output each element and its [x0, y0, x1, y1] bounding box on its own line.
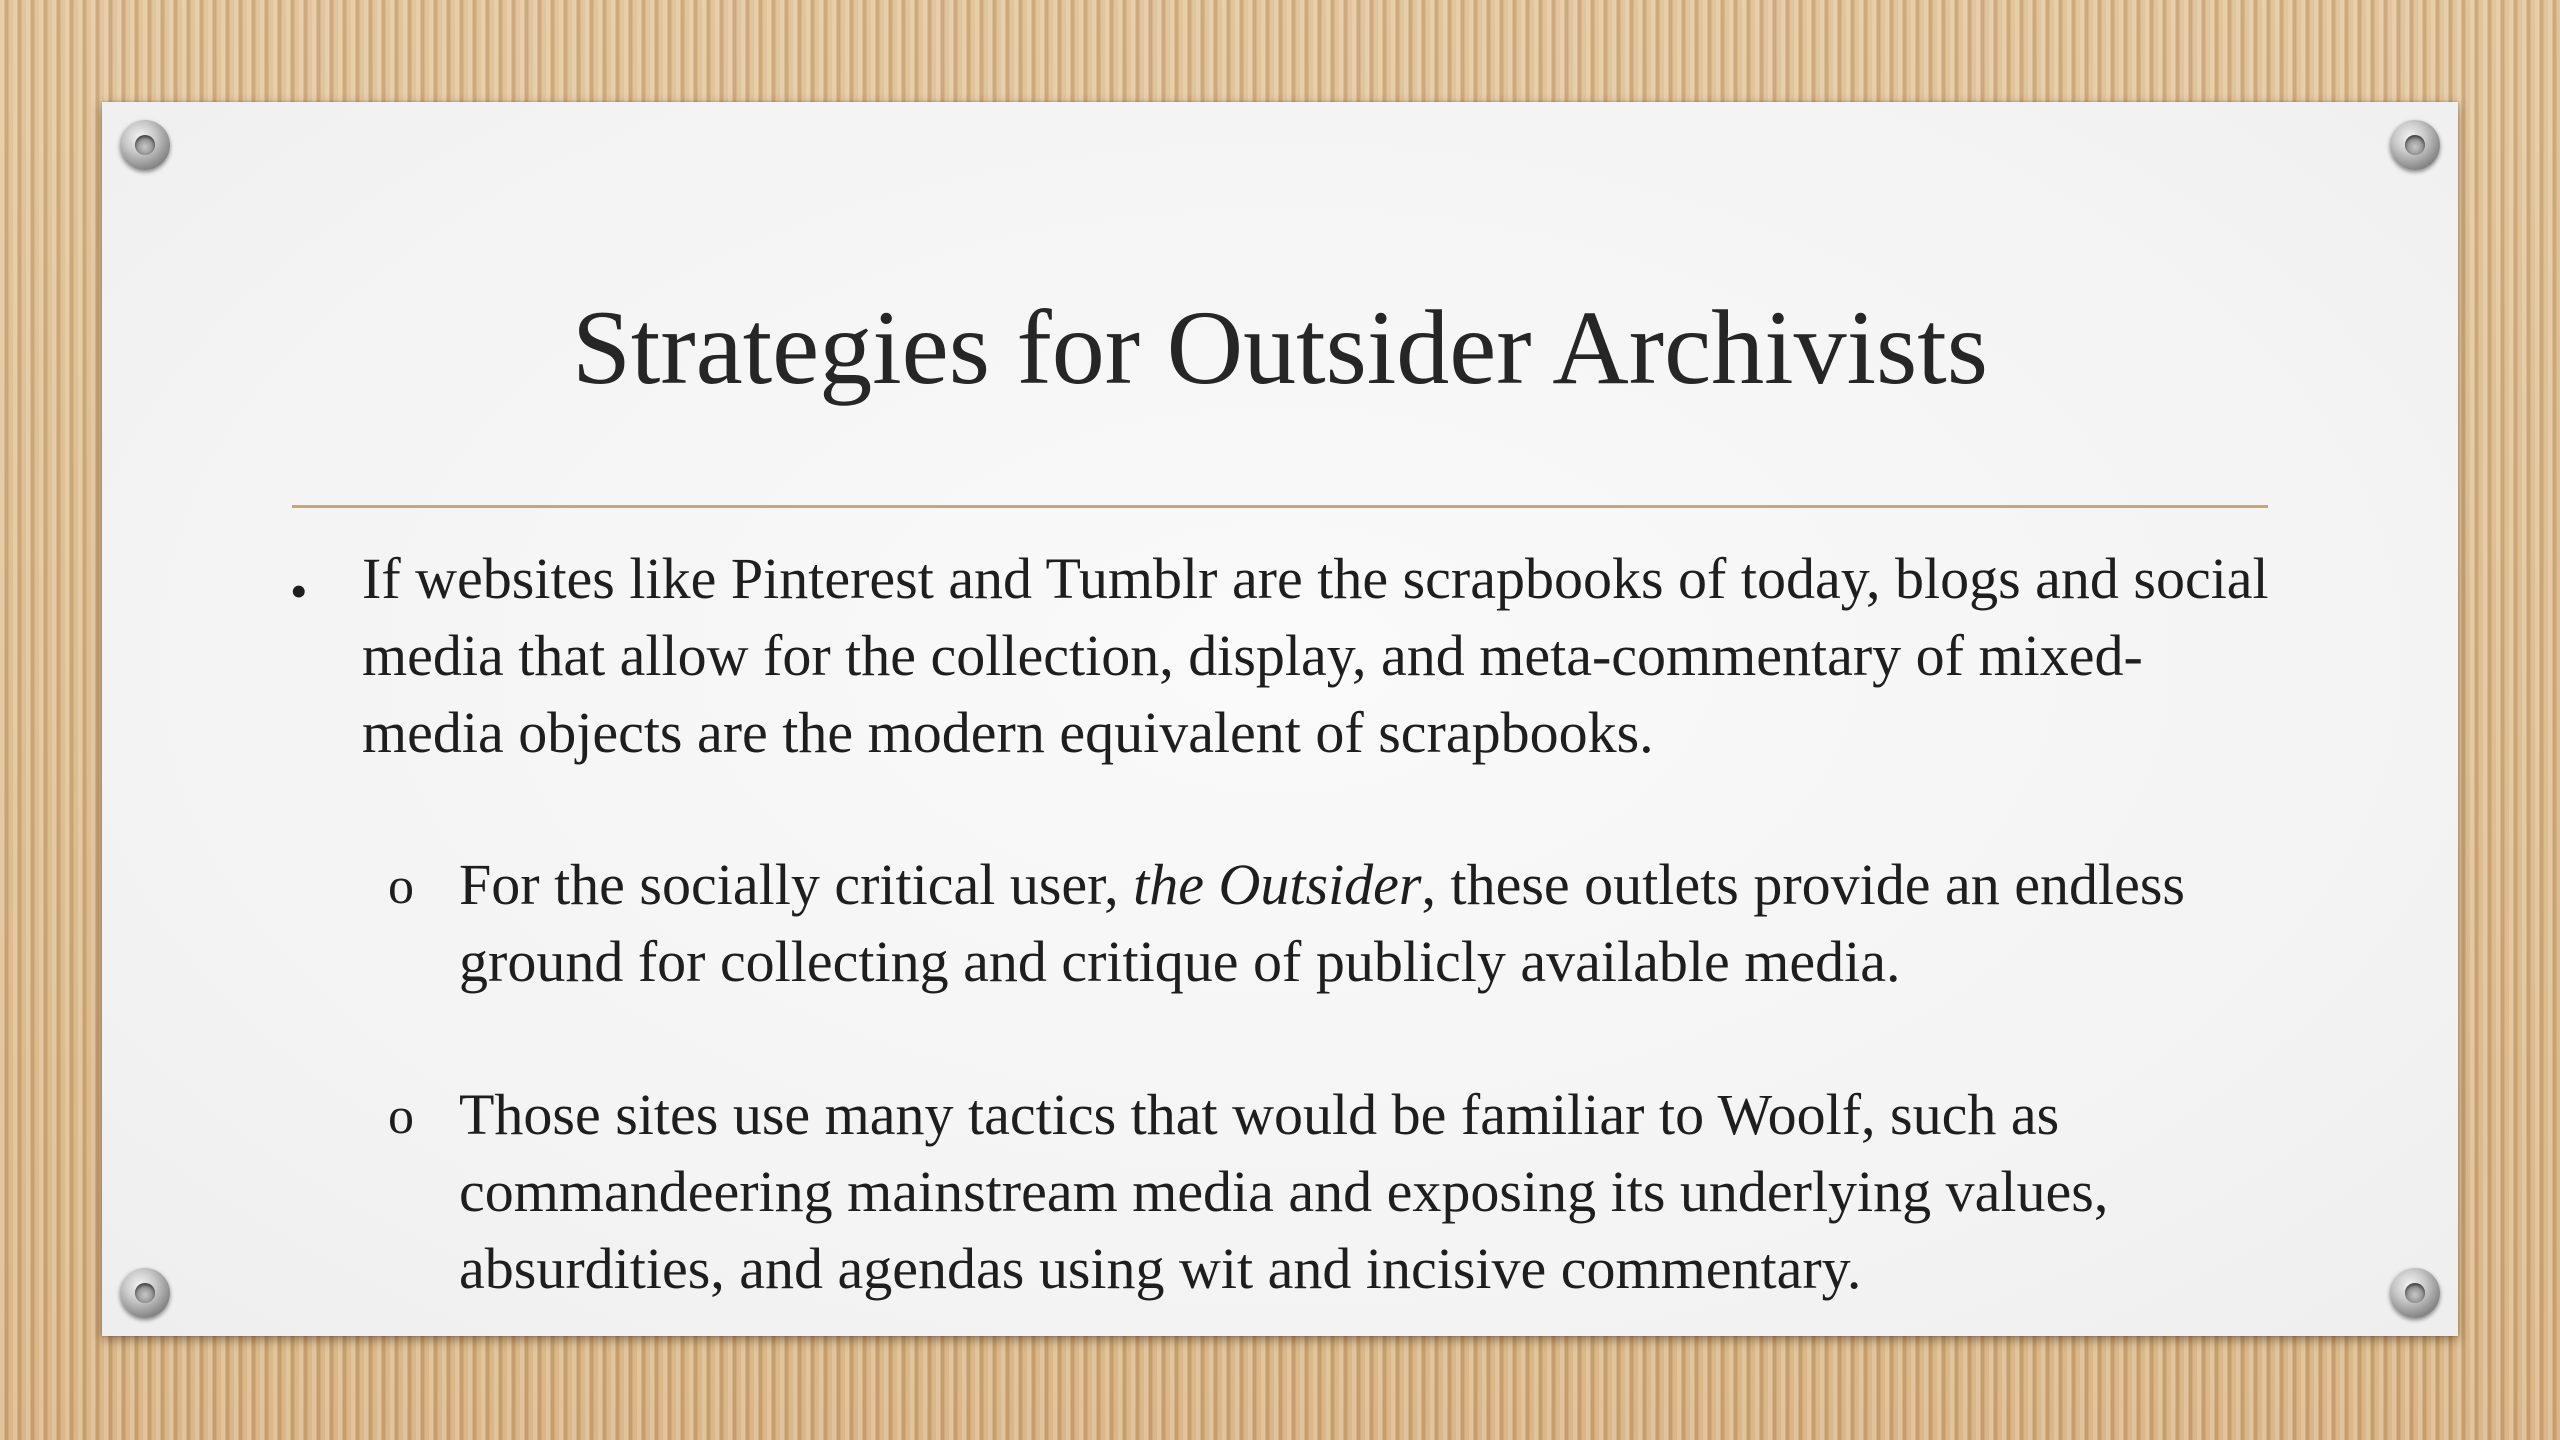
bullet-item: If websites like Pinterest and Tumblr are the scrapbooks of today, blogs and social media that allow for the collection, display, and meta-commentary of mixed-media objects are the modern equivalent of scrapbooks.: [362, 546, 2269, 765]
sub-bullet-emphasis: the Outsider: [1133, 852, 1422, 917]
title-divider: [292, 505, 2268, 508]
sub-bullet-marker: o: [388, 1088, 414, 1145]
grommet-bottom-right-icon: [2390, 1268, 2440, 1318]
sub-bullet-text-start: For the socially critical user,: [459, 852, 1134, 917]
slide-title: Strategies for Outsider Archivists: [571, 289, 1989, 406]
grommet-top-left-icon: [120, 120, 170, 170]
sub-bullet-text-end: , these outlets provide an endless ground for collecting and critique of publicly available media.: [459, 852, 2185, 994]
grommet-top-right-icon: [2390, 120, 2440, 170]
grommet-bottom-left-icon: [120, 1268, 170, 1318]
bullet-marker: •: [290, 563, 308, 619]
sub-bullet-marker: o: [388, 858, 414, 915]
sub-bullet-item: [459, 846, 2289, 1000]
sub-bullet-item: Those sites use many tactics that would be familiar to Woolf, such as commandeering mainstream media and exposing its underlying values, absurdities, and agendas using wit and incisive commentary.: [459, 1082, 2109, 1301]
